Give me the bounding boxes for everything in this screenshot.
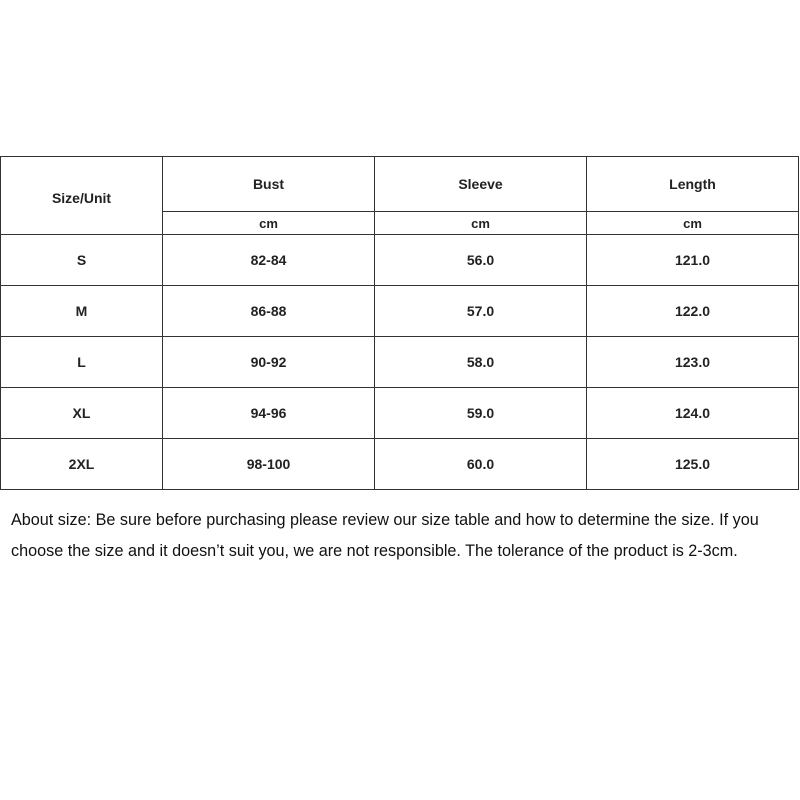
table-row [1,235,799,286]
bust-cell: 98-100 [163,439,375,490]
length-cell: 122.0 [587,286,799,337]
size-cell: 2XL [1,439,163,490]
size-note: About size: Be sure before purchasing please review our size table and how to determine the size. If you choose the size and it doesn’t suit you, we are not responsible. The tolerance of the product is 2-3cm. [11,511,759,560]
sleeve-cell: 56.0 [375,235,587,286]
size-cell: M [1,286,163,337]
length-cell: 121.0 [587,235,799,286]
column-header-bust: Bust [163,157,375,212]
sleeve-cell: 59.0 [375,388,587,439]
size-cell: S [1,235,163,286]
bust-cell: 94-96 [163,388,375,439]
table-row [1,439,799,490]
bust-cell: 90-92 [163,337,375,388]
sleeve-cell: 57.0 [375,286,587,337]
bust-cell: 82-84 [163,235,375,286]
header-row [1,157,799,212]
unit-bust: cm [163,212,375,235]
table-row [1,286,799,337]
bust-cell: 86-88 [163,286,375,337]
size-chart-table [0,156,799,490]
sleeve-cell: 60.0 [375,439,587,490]
length-cell: 123.0 [587,337,799,388]
unit-sleeve: cm [375,212,587,235]
column-header-length: Length [587,157,799,212]
length-cell: 125.0 [587,439,799,490]
size-cell: XL [1,388,163,439]
unit-length: cm [587,212,799,235]
size-cell: L [1,337,163,388]
column-header-sleeve: Sleeve [375,157,587,212]
size-unit-header: Size/Unit [1,157,163,235]
length-cell: 124.0 [587,388,799,439]
table-row [1,388,799,439]
table-row [1,337,799,388]
sleeve-cell: 58.0 [375,337,587,388]
